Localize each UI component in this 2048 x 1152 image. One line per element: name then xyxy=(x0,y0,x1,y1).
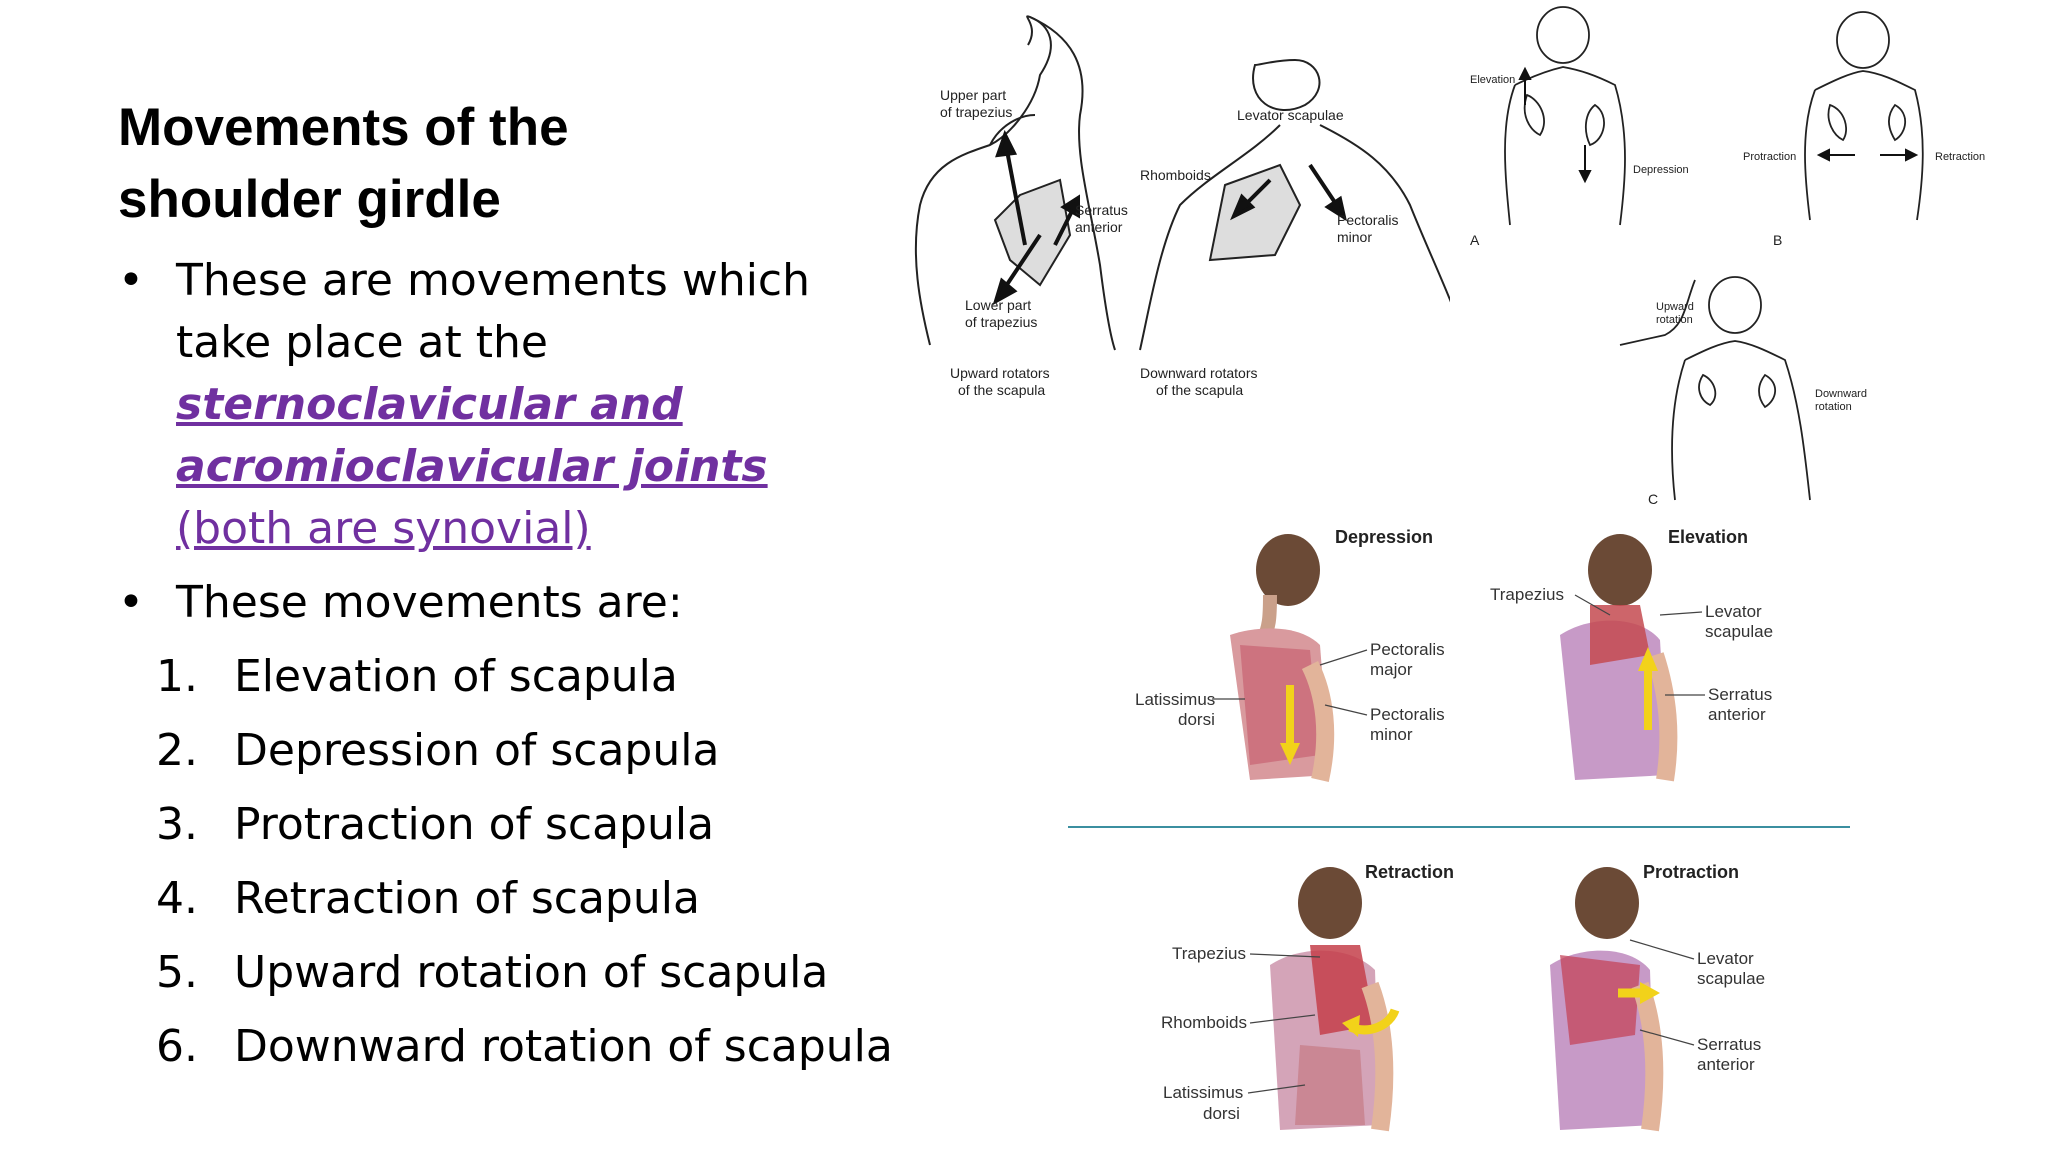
pec-minor-label: Pectoralis xyxy=(1370,705,1445,724)
latissimus-label: Latissimus xyxy=(1163,1083,1244,1102)
lower-trapezius-label: Lower part xyxy=(965,297,1032,313)
bullet-item xyxy=(118,250,898,560)
color-bottom-diagram xyxy=(1120,845,1820,1145)
svg-text:Downward rotators xyxy=(1140,365,1258,381)
depression-title: Depression xyxy=(1335,527,1434,547)
downward-rotation-label: Downward xyxy=(1815,388,1867,400)
svg-text:Upward rotators xyxy=(950,365,1050,381)
svg-text:Latissimus xyxy=(1163,1083,1243,1102)
list-number: 2. xyxy=(156,725,198,776)
svg-text:scapulae xyxy=(1697,969,1765,988)
joints-link-bold[interactable]: sternoclavicular and acromioclavicular joints xyxy=(176,379,768,492)
svg-text:dorsi xyxy=(1203,1104,1240,1123)
list-text: Elevation of scapula xyxy=(234,651,678,702)
lower-trapezius-label: of trapezius xyxy=(965,314,1038,330)
svg-text:Pectoralis xyxy=(1370,640,1445,659)
serratus-label: anterior xyxy=(1708,705,1766,724)
levator-label: Levator xyxy=(1697,949,1754,968)
svg-text:of trapezius xyxy=(965,314,1037,330)
svg-text:Upward xyxy=(1656,301,1694,313)
latissimus-label: Latissimus xyxy=(1135,690,1216,709)
downward-rotators-label: of the scapula xyxy=(1156,382,1244,398)
list-item xyxy=(118,868,898,942)
protraction-label: Protraction xyxy=(1743,151,1797,163)
svg-text:anterior xyxy=(1708,705,1766,724)
latissimus-label: dorsi xyxy=(1203,1104,1240,1123)
pec-major-label: major xyxy=(1370,660,1413,679)
serratus-label: Serratus xyxy=(1697,1035,1762,1054)
svg-text:scapulae xyxy=(1705,622,1773,641)
latissimus-label: dorsi xyxy=(1178,710,1215,729)
bullet-dot: • xyxy=(118,255,144,306)
list-item xyxy=(118,942,898,1016)
retraction-title: Retraction xyxy=(1365,862,1455,882)
retraction-label: Retraction xyxy=(1935,151,1986,163)
levator-label: Levator xyxy=(1705,602,1762,621)
list-item xyxy=(118,720,898,794)
svg-text:of the scapula xyxy=(1156,382,1243,398)
list-text: Protraction of scapula xyxy=(234,799,715,850)
svg-text:dorsi xyxy=(1178,710,1215,729)
svg-text:anterior xyxy=(1075,219,1123,235)
upward-rotators-label: Upward rotators xyxy=(950,365,1050,381)
joints-link[interactable] xyxy=(176,379,768,554)
rotators-diagram xyxy=(890,5,1450,415)
list-item xyxy=(118,794,898,868)
figure-c-label: C xyxy=(1648,491,1659,505)
pec-major-label: Pectoralis xyxy=(1370,640,1445,659)
list-number: 4. xyxy=(156,873,198,924)
list-number: 6. xyxy=(156,1021,198,1072)
upward-rotation-label: rotation xyxy=(1656,314,1693,326)
svg-text:Levator xyxy=(1705,602,1762,621)
svg-text:rotation xyxy=(1815,401,1852,413)
trapezius-label: Trapezius xyxy=(1172,944,1247,963)
serratus-label: Serratus xyxy=(1075,202,1128,218)
upward-rotators-label: of the scapula xyxy=(958,382,1046,398)
serratus-label: Serratus xyxy=(1708,685,1773,704)
svg-text:Serratus xyxy=(1708,685,1772,704)
list-number: 1. xyxy=(156,651,198,702)
pec-minor-label: Pectoralis xyxy=(1337,212,1399,228)
svg-text:Levator xyxy=(1697,949,1754,968)
figure-b-label: B xyxy=(1773,232,1783,248)
svg-text:Lower part xyxy=(965,297,1031,313)
list-item xyxy=(118,646,898,720)
slide-body xyxy=(118,250,898,1090)
color-bottom-labels xyxy=(1161,862,1765,1123)
figure-a-label: A xyxy=(1470,232,1480,248)
list-text: Retraction of scapula xyxy=(234,873,700,924)
svg-text:Pectoralis xyxy=(1370,705,1445,724)
levator-label: Levator scapulae xyxy=(1237,107,1344,123)
svg-text:minor xyxy=(1370,725,1413,744)
levator-label: scapulae xyxy=(1697,969,1766,988)
svg-text:Serratus xyxy=(1075,202,1128,218)
svg-text:of the scapula xyxy=(958,382,1045,398)
upper-trapezius-label: Upper part xyxy=(940,87,1007,103)
svg-text:anterior xyxy=(1697,1055,1755,1074)
svg-text:Upper part xyxy=(940,87,1006,103)
pec-minor-label: minor xyxy=(1370,725,1413,744)
svg-text:minor xyxy=(1337,229,1372,245)
list-number: 3. xyxy=(156,799,198,850)
slide-title xyxy=(118,92,878,236)
joints-link-rest[interactable]: (both are synovial) xyxy=(176,503,591,554)
levator-label: scapulae xyxy=(1705,622,1774,641)
bullet-item xyxy=(118,572,898,634)
serratus-label: anterior xyxy=(1697,1055,1755,1074)
upper-trapezius-label: of trapezius xyxy=(940,104,1013,120)
movement-list xyxy=(118,646,898,1090)
svg-text:major xyxy=(1370,660,1413,679)
svg-text:of trapezius xyxy=(940,104,1012,120)
bullet-text: These are movements which take place at the xyxy=(176,255,811,368)
downward-rotators-label: Downward rotators xyxy=(1140,365,1258,381)
protraction-title: Protraction xyxy=(1643,862,1740,882)
bullet-dot: • xyxy=(118,577,144,628)
svg-text:Downward xyxy=(1815,388,1867,400)
elevation-title: Elevation xyxy=(1668,527,1749,547)
rhomboids-label: Rhomboids xyxy=(1140,167,1211,183)
svg-text:Serratus xyxy=(1697,1035,1761,1054)
trapezius-label: Trapezius xyxy=(1490,585,1565,604)
rhomboids-label: Rhomboids xyxy=(1161,1013,1247,1032)
elevation-label: Elevation xyxy=(1470,74,1516,86)
back-views-labels xyxy=(1470,74,1985,505)
bullet-text: These movements are: xyxy=(176,577,683,628)
list-item xyxy=(118,1016,898,1090)
divider xyxy=(1068,826,1850,828)
title-line-2: shoulder girdle xyxy=(118,170,501,229)
title-line-1: Movements of the xyxy=(118,98,569,157)
list-text: Downward rotation of scapula xyxy=(234,1021,893,1072)
list-text: Upward rotation of scapula xyxy=(234,947,829,998)
upward-rotation-label: Upward xyxy=(1656,301,1694,313)
svg-text:Pectoralis xyxy=(1337,212,1398,228)
list-text: Depression of scapula xyxy=(234,725,720,776)
pec-minor-label: minor xyxy=(1337,229,1373,245)
svg-text:rotation xyxy=(1656,314,1693,326)
back-views-diagram xyxy=(1455,5,2015,505)
color-top-diagram xyxy=(1120,515,1820,800)
downward-rotation-label: rotation xyxy=(1815,401,1852,413)
list-number: 5. xyxy=(156,947,198,998)
serratus-label: anterior xyxy=(1075,219,1123,235)
depression-label: Depression xyxy=(1633,164,1689,176)
svg-text:Latissimus xyxy=(1135,690,1215,709)
